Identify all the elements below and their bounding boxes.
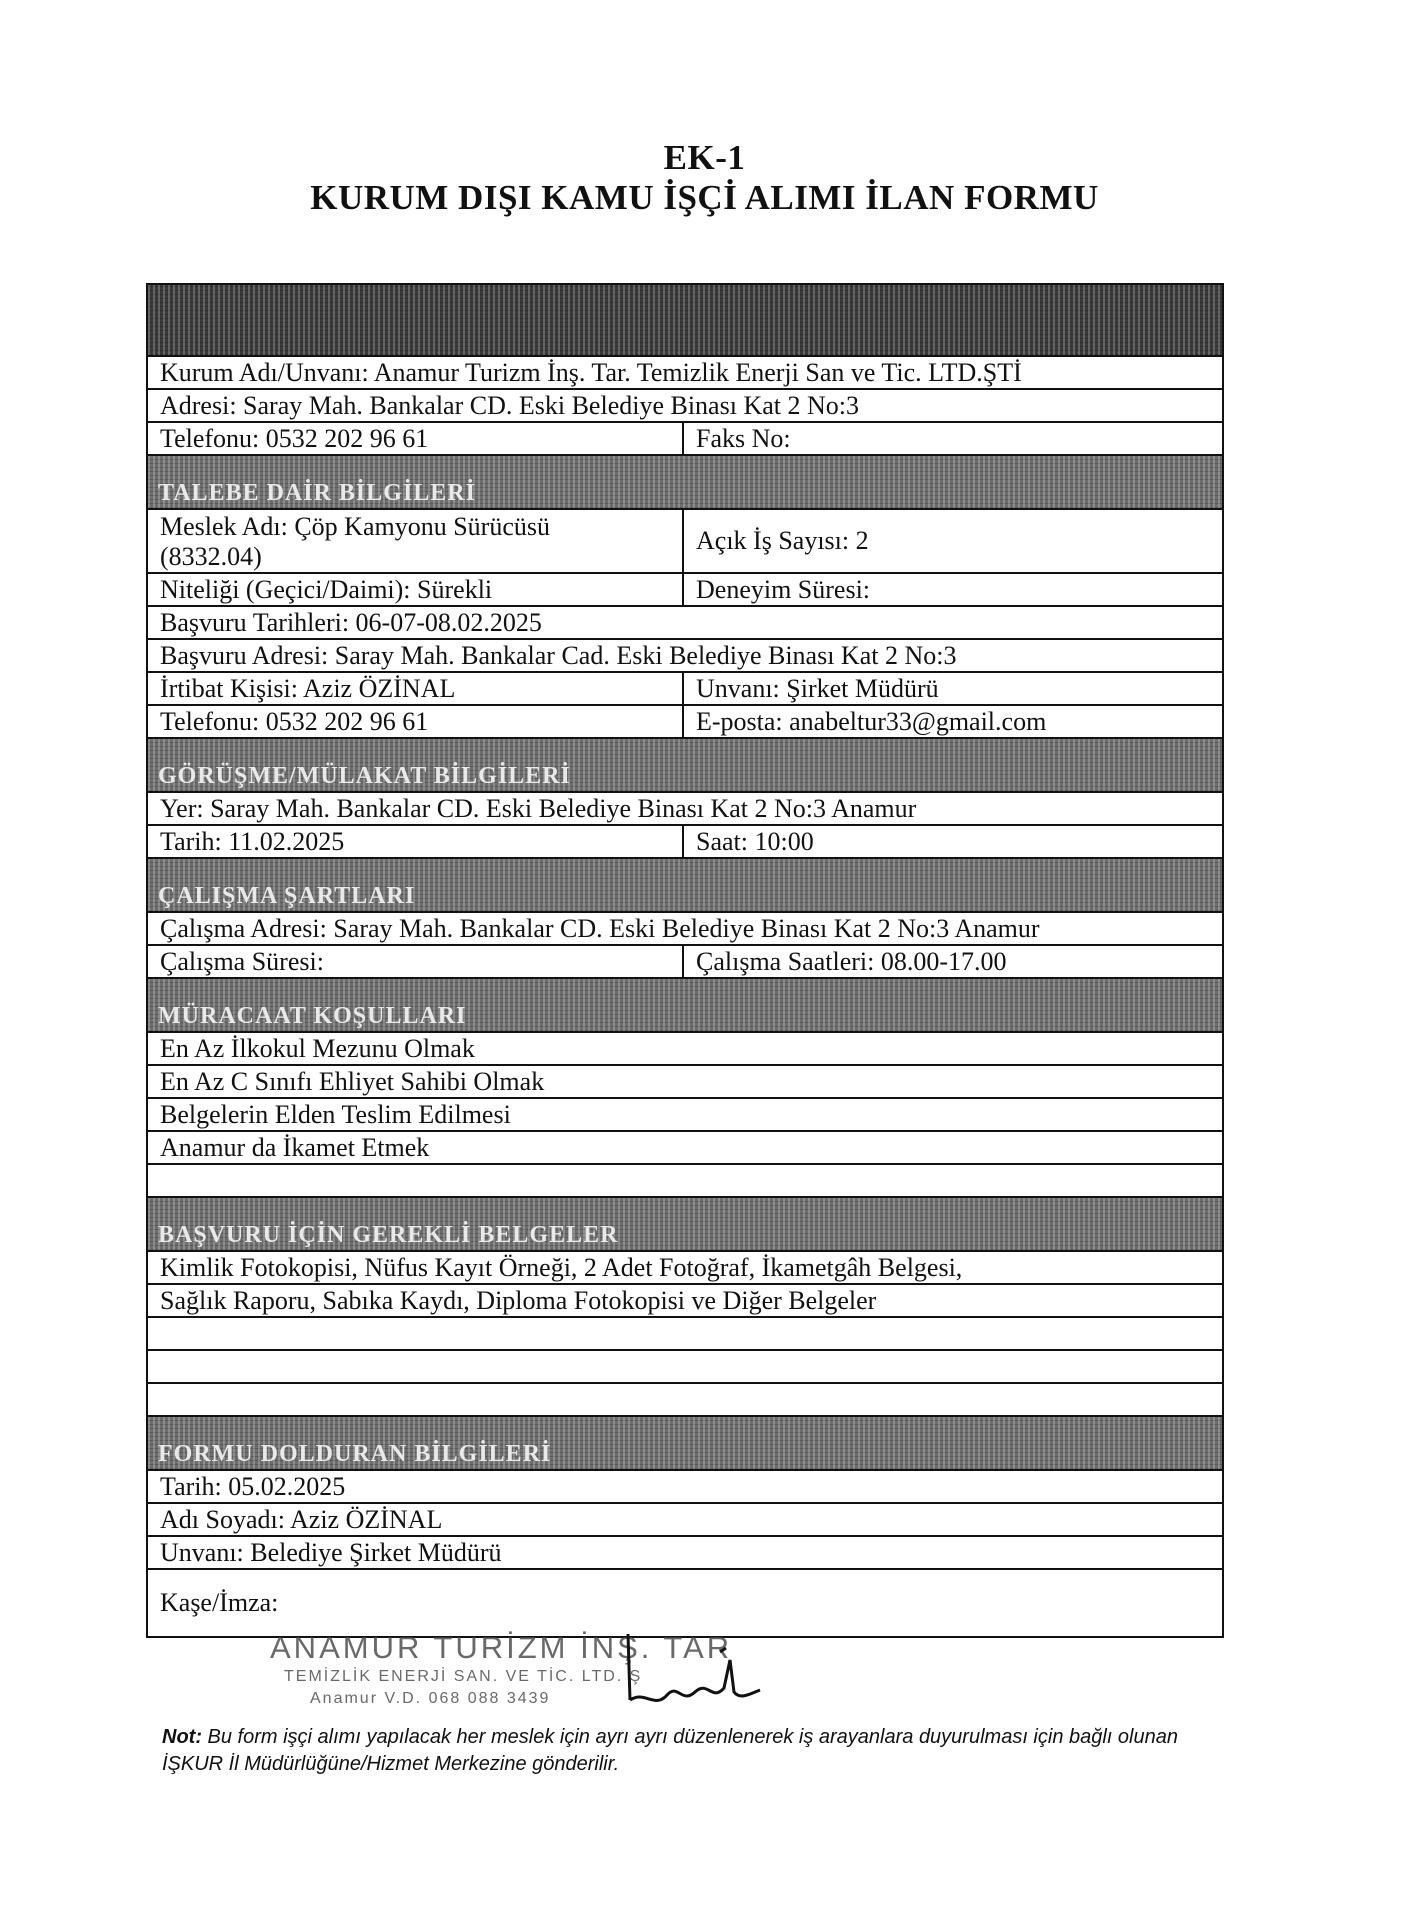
document-line: Sağlık Raporu, Sabıka Kaydı, Diploma Fotokopisi ve Diğer Belgeler [147,1284,1223,1317]
application-dates: Başvuru Tarihleri: 06-07-08.02.2025 [147,606,1223,639]
filler-title: Unvanı: Belediye Şirket Müdürü [147,1536,1223,1569]
filler-section-label: FORMU DOLDURAN BİLGİLERİ [147,1416,1223,1470]
footnote [162,1724,1242,1778]
requirement-item: En Az İlkokul Mezunu Olmak [147,1032,1223,1065]
work-address: Çalışma Adresi: Saray Mah. Bankalar CD. Eski Belediye Binası Kat 2 No:3 Anamur [147,912,1223,945]
employer-section-header [147,284,1223,356]
conditions-section-label: ÇALIŞMA ŞARTLARI [147,858,1223,912]
job-posting-form [146,283,1224,1638]
filler-section-header [147,1416,1223,1470]
interview-place: Yer: Saray Mah. Bankalar CD. Eski Belediye Binası Kat 2 No:3 Anamur [147,792,1223,825]
employer-address: Adresi: Saray Mah. Bankalar CD. Eski Belediye Binası Kat 2 No:3 [147,389,1223,422]
interview-section-label: GÖRÜŞME/MÜLAKAT BİLGİLERİ [147,738,1223,792]
contact-person: İrtibat Kişisi: Aziz ÖZİNAL [147,672,683,705]
empty-row [147,1317,1223,1350]
contact-email: E-posta: anabeltur33@gmail.com [683,705,1223,738]
filler-name: Adı Soyadı: Aziz ÖZİNAL [147,1503,1223,1536]
interview-section-header [147,738,1223,792]
work-hours: Çalışma Saatleri: 08.00-17.00 [683,945,1223,978]
open-positions: Açık İş Sayısı: 2 [683,509,1223,573]
requirement-item: Anamur da İkamet Etmek [147,1131,1223,1164]
interview-time: Saat: 10:00 [683,825,1223,858]
documents-section-header [147,1197,1223,1251]
requirement-item: En Az C Sınıfı Ehliyet Sahibi Olmak [147,1065,1223,1098]
form-code: EK-1 [663,138,746,177]
employer-phone: Telefonu: 0532 202 96 61 [147,422,683,455]
stamp-line: Anamur V.D. 068 088 3439 [310,1690,551,1707]
job-section-label: TALEBE DAİR BİLGİLERİ [147,455,1223,509]
document-line: Kimlik Fotokopisi, Nüfus Kayıt Örneği, 2 Adet Fotoğraf, İkametgâh Belgesi, [147,1251,1223,1284]
stamp-signature-field: Kaşe/İmza: [147,1569,1223,1637]
filler-date: Tarih: 05.02.2025 [147,1470,1223,1503]
contact-title: Unvanı: Şirket Müdürü [683,672,1223,705]
contact-phone: Telefonu: 0532 202 96 61 [147,705,683,738]
handwritten-signature [600,1630,770,1730]
interview-date: Tarih: 11.02.2025 [147,825,683,858]
job-section-header [147,455,1223,509]
application-address: Başvuru Adresi: Saray Mah. Bankalar Cad. Eski Belediye Binası Kat 2 No:3 [147,639,1223,672]
empty-row [147,1383,1223,1416]
employer-section-label [147,284,1223,356]
occupation: Meslek Adı: Çöp Kamyonu Sürücüsü (8332.04) [147,509,683,573]
form-title: KURUM DIŞI KAMU İŞÇİ ALIMI İLAN FORMU [310,178,1099,217]
employer-name: Kurum Adı/Unvanı: Anamur Turizm İnş. Tar. Temizlik Enerji San ve Tic. LTD.ŞTİ [147,356,1223,389]
requirements-section-header [147,978,1223,1032]
work-duration: Çalışma Süresi: [147,945,683,978]
requirements-section-label: MÜRACAAT KOŞULLARI [147,978,1223,1032]
documents-section-label: BAŞVURU İÇİN GEREKLİ BELGELER [147,1197,1223,1251]
stamp-line: TEMİZLİK ENERJİ SAN. VE TİC. LTD. Ş [284,1668,643,1685]
empty-row [147,1164,1223,1197]
note-text: Bu form işçi alımı yapılacak her meslek için ayrı ayrı düzenlenerek iş arayanlara duyurulması için bağlı olunan İŞKUR İl Müdürlüğüne/Hizmet Merkezine gönderilir. [162,1726,1178,1775]
stamp-line: ANAMUR TURİZM İNŞ. TAR [270,1630,733,1665]
employer-fax: Faks No: [683,422,1223,455]
job-nature: Niteliği (Geçici/Daimi): Sürekli [147,573,683,606]
requirement-item: Belgelerin Elden Teslim Edilmesi [147,1098,1223,1131]
empty-row [147,1350,1223,1383]
experience: Deneyim Süresi: [683,573,1223,606]
note-label: Not: [162,1726,202,1748]
conditions-section-header [147,858,1223,912]
